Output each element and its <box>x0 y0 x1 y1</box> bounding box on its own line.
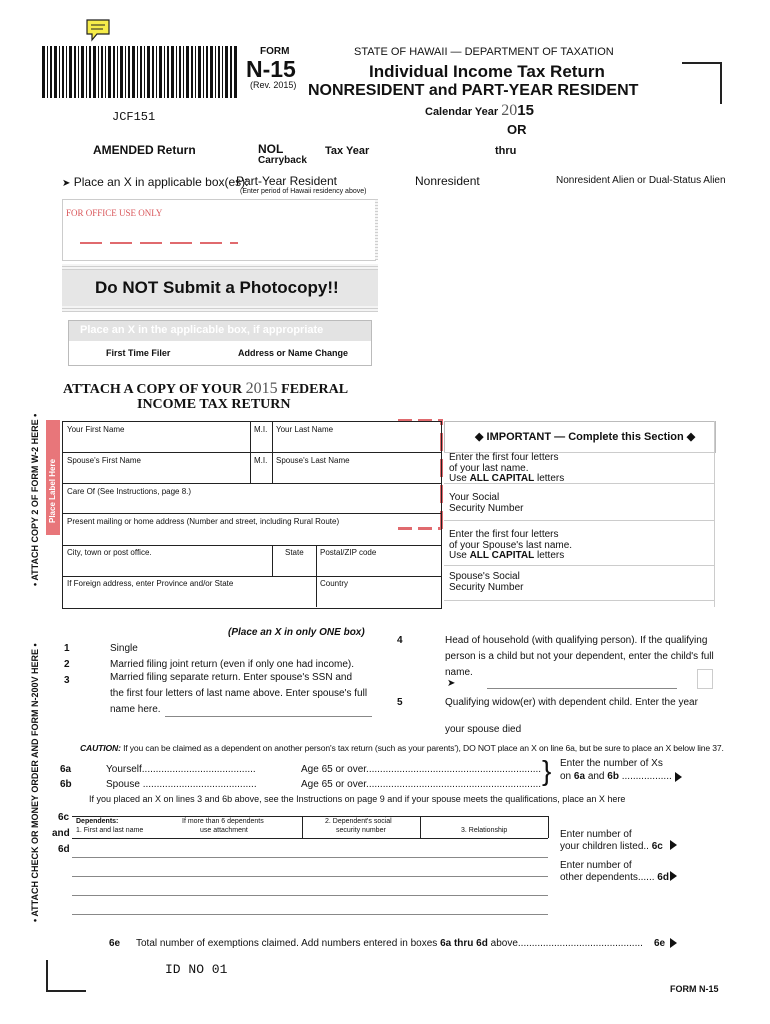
barcode <box>42 46 238 98</box>
filing-separate-3: name here. <box>110 704 161 715</box>
enter-x-2-pre: on <box>560 771 572 782</box>
dep-col-1 <box>302 816 303 838</box>
dep-col-more1: If more than 6 dependents <box>182 818 264 825</box>
children-label-1: Enter number of <box>560 829 632 840</box>
foreign-field[interactable]: If Foreign address, enter Province and/or State <box>67 579 234 588</box>
dep-col-3 <box>548 816 549 838</box>
filing-num-4: 4 <box>397 635 403 646</box>
caution-label: CAUTION: <box>80 743 121 753</box>
important-right-line <box>714 421 715 607</box>
line-6e: 6e <box>109 938 121 949</box>
spouse-ssn-line2: Security Number <box>449 582 524 593</box>
line-6d: 6d <box>58 844 70 855</box>
spouse-ssn-line1: Spouse's Social <box>449 571 520 582</box>
line-6a: 6a <box>60 764 72 775</box>
total-exemptions[interactable] <box>136 938 643 949</box>
attach-federal-text: ATTACH A COPY OF YOUR <box>63 382 243 397</box>
filing-hoh-3: name. <box>445 667 473 678</box>
row-line-4 <box>62 545 441 546</box>
brace: } <box>542 755 552 786</box>
mi-field[interactable]: M.I. <box>254 425 268 434</box>
enter-x-2 <box>560 771 672 782</box>
arrow-6c-icon <box>670 836 677 854</box>
other-label-2-text: other dependents...... <box>560 872 655 883</box>
dep-col-relationship: 3. Relationship <box>461 827 508 834</box>
col-state <box>272 545 273 576</box>
other-6d: 6d <box>657 872 669 883</box>
dep-col-2 <box>420 816 421 838</box>
arrow-right-icon: ➤ <box>62 178 71 189</box>
filing-joint[interactable]: Married filing joint return (even if only one had income). <box>110 659 355 670</box>
row-line-3 <box>62 513 441 514</box>
corner-mark-bottom-v <box>46 960 48 992</box>
line-6c: 6c <box>58 812 70 823</box>
arrow-6d-icon <box>670 867 677 885</box>
age-65-1[interactable]: Age 65 or over............................................................... <box>301 764 542 775</box>
first-four-line1: Enter the first four letters <box>449 452 559 463</box>
calendar-year <box>425 102 534 120</box>
form-code: JCF151 <box>112 110 156 124</box>
use-caps-2 <box>449 550 564 561</box>
agency-name: STATE OF HAWAII — DEPARTMENT OF TAXATION <box>354 46 614 58</box>
part-year-resident[interactable]: Part-Year Resident <box>236 174 337 188</box>
children-label-2-text: your children listed.. <box>560 841 649 852</box>
spouse-name-line[interactable] <box>165 716 372 717</box>
attach-federal-text-b: FEDERAL <box>281 382 349 397</box>
first-time-filer[interactable]: First Time Filer <box>106 348 171 358</box>
footer-form: FORM N-15 <box>670 984 719 994</box>
filing-widow[interactable]: Qualifying widow(er) with dependent child. Enter the year <box>445 697 698 708</box>
filing-single[interactable]: Single <box>110 643 138 654</box>
diamond-icon-right: ◆ <box>686 431 696 443</box>
side-attach-check: • ATTACH CHECK OR MONEY ORDER AND FORM N-200V HERE • <box>30 643 40 922</box>
title-line1: Individual Income Tax Return <box>369 62 605 81</box>
use-caps-bold-2: ALL CAPITAL <box>469 550 535 561</box>
form-revision: (Rev. 2015) <box>250 80 297 90</box>
country-field[interactable]: Country <box>320 579 349 588</box>
year-suffix: 15 <box>517 102 534 119</box>
part-year-note: (Enter period of Hawaii residency above) <box>240 188 367 195</box>
amended-return[interactable]: AMENDED Return <box>93 143 196 157</box>
attach-federal-line2: INCOME TAX RETURN <box>137 397 291 412</box>
spouse-last-field[interactable]: Spouse's Last Name <box>276 456 350 465</box>
important-title <box>475 430 695 443</box>
children-6c: 6c <box>651 841 663 852</box>
zip-field[interactable]: Postal/ZIP code <box>320 548 377 557</box>
note-icon[interactable] <box>85 18 111 40</box>
filing-num-5: 5 <box>397 697 403 708</box>
calendar-year-label: Calendar Year <box>425 106 499 118</box>
important-row-5 <box>444 600 714 601</box>
use-caps-post: letters <box>536 473 565 484</box>
other-label-1: Enter number of <box>560 860 632 871</box>
enter-x-2-dots: .................. <box>621 771 672 782</box>
enter-x-2-6b: 6b <box>607 771 619 782</box>
important-title-text: IMPORTANT — Complete this Section <box>486 431 684 443</box>
filing-num-3: 3 <box>64 675 70 686</box>
title-line2: NONRESIDENT and PART-YEAR RESIDENT <box>308 82 639 99</box>
or-label: OR <box>507 122 527 137</box>
form-label: FORM <box>260 46 290 57</box>
place-label-text: Place Label Here <box>48 458 57 523</box>
use-caps-bold: ALL CAPITAL <box>469 473 535 484</box>
use-caps-1 <box>449 473 564 484</box>
side-attach-w2: • ATTACH COPY 2 OF FORM W-2 HERE • <box>30 413 40 586</box>
ssn-line1: Your Social <box>449 492 500 503</box>
place-x-instruction <box>62 175 249 189</box>
filing-num-1: 1 <box>64 643 70 654</box>
tax-year-label: Tax Year <box>325 145 370 157</box>
nol-label[interactable]: NOL <box>258 142 284 156</box>
enter-x-2-6a: 6a <box>573 771 586 782</box>
filing-hoh[interactable]: Head of household (with qualifying person). If the qualifying <box>445 635 708 646</box>
dep-row-4 <box>72 914 548 915</box>
thru-label: thru <box>495 145 517 157</box>
nonresident[interactable]: Nonresident <box>415 174 480 188</box>
spouse-first-field[interactable]: Spouse's First Name <box>67 456 141 465</box>
care-of-field[interactable]: Care Of (See Instructions, page 8.) <box>67 487 192 496</box>
carryback-label: Carryback <box>258 155 307 166</box>
line-6b: 6b <box>60 779 72 790</box>
office-use-label: FOR OFFICE USE ONLY <box>66 208 163 218</box>
dep-col-more2: use attachment <box>200 827 248 834</box>
row-line-1 <box>62 452 441 453</box>
col-mi-1 <box>250 421 251 484</box>
spouse-mi-field[interactable]: M.I. <box>254 456 268 465</box>
total-bold: 6a thru 6d <box>440 938 488 949</box>
row-line-2 <box>62 483 441 484</box>
dep-col-ssn2: security number <box>336 827 386 834</box>
filing-header: (Place an X in only ONE box) <box>228 627 365 638</box>
dep-row-2 <box>72 876 548 877</box>
place-x-text: Place an X in applicable box(es): <box>73 175 249 189</box>
yourself[interactable]: Yourself......................................... <box>106 764 256 775</box>
attach-federal-year: 2015 <box>245 380 278 397</box>
filing-num-2: 2 <box>64 659 70 670</box>
corner-mark-top <box>682 62 722 64</box>
enter-x-2-and: and <box>587 771 605 782</box>
total-6e-end: 6e <box>654 938 666 949</box>
spouse-four-line2: of your Spouse's last name. <box>449 540 573 551</box>
use-caps-pre-2: Use <box>449 550 467 561</box>
arrow-right-icon-hoh: ➤ <box>447 678 456 689</box>
dep-col-ssn1: 2. Dependent's social <box>325 818 392 825</box>
attach-federal-line1 <box>63 380 348 398</box>
col-last-1 <box>272 421 273 484</box>
city-field[interactable]: City, town or post office. <box>67 548 152 557</box>
spouse-qualify-note[interactable]: If you placed an X on lines 3 and 6b above, see the Instructions on page 9 and if your spouse meets the qualifications, place an X here <box>89 794 626 804</box>
year-prefix: 20 <box>501 102 518 119</box>
child-name-box[interactable] <box>697 669 713 689</box>
applicable-header: Place an X in the applicable box, if appropriate <box>80 324 324 336</box>
arrow-6ab-icon <box>675 768 682 786</box>
use-caps-post-2: letters <box>536 550 565 561</box>
use-caps-pre: Use <box>449 473 467 484</box>
photocopy-warning: Do NOT Submit a Photocopy!! <box>95 278 339 297</box>
children-label-2 <box>560 841 663 852</box>
filing-separate-2: the first four letters of last name above. Enter spouse's full <box>110 688 368 699</box>
address-field[interactable]: Present mailing or home address (Number and street, including Rural Route) <box>67 517 340 526</box>
enter-x-1: Enter the number of Xs <box>560 758 663 769</box>
caution-text: If you can be claimed as a dependent on another person's tax return (such as your parents'), DO NOT place an X on line 6a, but be sure to place an X below line 37. <box>123 743 724 753</box>
office-dashes <box>80 242 238 244</box>
nonresident-alien[interactable]: Nonresident Alien or Dual-Status Alien <box>556 175 726 186</box>
other-label-2 <box>560 872 669 883</box>
dep-dependents-label: Dependents: <box>76 818 119 825</box>
age-65-2[interactable]: Age 65 or over............................................................... <box>301 779 542 790</box>
important-row-4 <box>444 565 714 566</box>
office-use-stripe <box>375 199 378 260</box>
form-number: N-15 <box>246 56 296 82</box>
dep-col-name: 1. First and last name <box>76 827 144 834</box>
spouse[interactable]: Spouse ......................................... <box>106 779 257 790</box>
photocopy-bottom-stripe <box>62 306 378 312</box>
corner-mark-bottom-h <box>46 990 86 992</box>
dep-row-1 <box>72 857 548 858</box>
ssn-line2: Security Number <box>449 503 524 514</box>
line-and: and <box>52 828 70 839</box>
filing-separate[interactable]: Married filing separate return. Enter spouse's SSN and <box>110 672 353 683</box>
total-pre: Total number of exemptions claimed. Add numbers entered in boxes <box>136 938 438 949</box>
id-number: ID NO 01 <box>165 962 228 977</box>
caution <box>80 743 724 753</box>
first-name-field[interactable]: Your First Name <box>67 425 125 434</box>
address-change[interactable]: Address or Name Change <box>238 348 349 358</box>
diamond-icon: ◆ <box>475 431 484 443</box>
col-zip <box>316 545 317 607</box>
dep-row-3 <box>72 895 548 896</box>
spouse-four-line1: Enter the first four letters <box>449 529 559 540</box>
child-name-line[interactable] <box>487 688 677 689</box>
state-field[interactable]: State <box>285 548 304 557</box>
important-row-3 <box>444 520 714 521</box>
dep-header-line <box>72 838 548 839</box>
row-line-5 <box>62 576 441 577</box>
total-post: above............................................. <box>490 938 643 949</box>
last-name-field[interactable]: Your Last Name <box>276 425 334 434</box>
first-four-line2: of your last name. <box>449 463 529 474</box>
filing-hoh-2: person is a child but not your dependent, enter the child's full <box>445 651 714 662</box>
corner-mark-side <box>720 62 722 104</box>
arrow-6e-icon <box>670 934 677 952</box>
filing-widow-2: your spouse died <box>445 724 522 735</box>
